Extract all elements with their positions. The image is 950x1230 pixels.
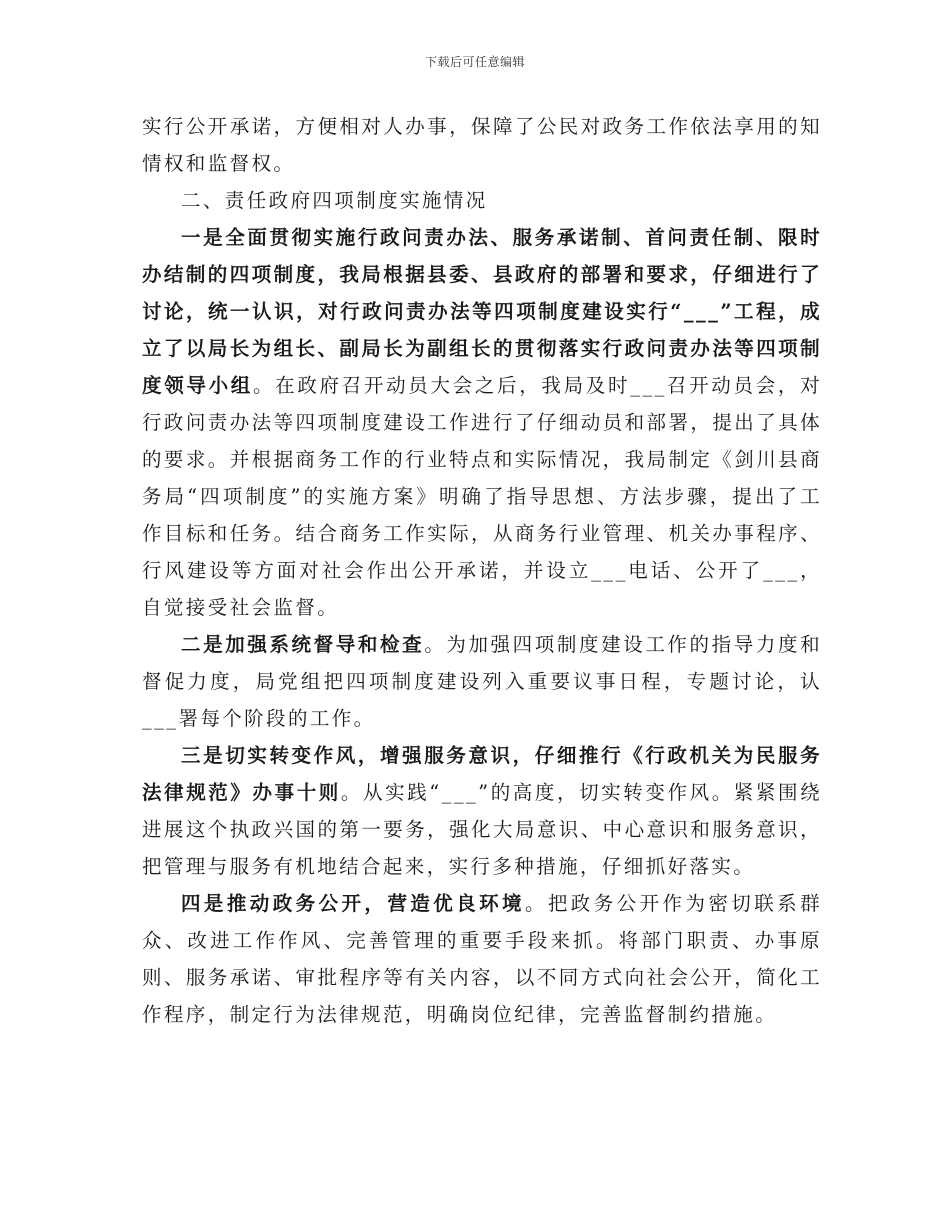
paragraph-text: 实行公开承诺，方便相对人办事，保障了公民对政务工作依法享用的知情权和监督权。: [142, 115, 822, 175]
paragraph-text: 。从实践“___”的高度，切实转变作风。紧紧围绕进展这个执政兴国的第一要务，强化大局意识、中心意识和服务意识，把管理与服务有机地结合起来，实行多种措施，仔细抓好落实。: [142, 781, 822, 878]
paragraph-lead-bold: 二是加强系统督导和检查: [181, 633, 425, 656]
paragraph-item-1: [142, 219, 822, 626]
paragraph-item-4: [142, 885, 822, 1033]
paragraph-lead-bold: 三是切实转变作风，增强服务意识，仔细推行《行政机关为民服务法律规范》办事十则: [142, 744, 822, 804]
paragraph-text: 。为加强四项制度建设工作的指导力度和督促力度，局党组把四项制度建设列入重要议事日程，专题讨论，认___署每个阶段的工作。: [142, 633, 822, 730]
paragraph-text: 。在政府召开动员大会之后，我局及时___召开动员会，对行政问责办法等四项制度建设工作进行了仔细动员和部署，提出了具体的要求。并根据商务工作的行业特点和实际情况，我局制定《剑川县商务局“四项制度”的实施方案》明确了指导思想、方法步骤，提出了工作目标和任务。结合商务工作实际，从商务行业管理、机关办事程序、行风建设等方面对社会作出公开承诺，并设立___电话、公开了___，自觉接受社会监督。: [142, 374, 822, 619]
paragraph-lead-bold: 四是推动政务公开，营造优良环境: [181, 892, 525, 915]
paragraph-continuation: [142, 108, 822, 182]
paragraph-text: 。把政务公开作为密切联系群众、改进工作作风、完善管理的重要手段来抓。将部门职责、办事原则、服务承诺、审批程序等有关内容，以不同方式向社会公开，简化工作程序，制定行为法律规范，明确岗位纪律，完善监督制约措施。: [142, 892, 822, 1026]
document-body: [142, 108, 822, 1033]
page-header-note: 下载后可任意编辑: [424, 55, 525, 69]
section-heading-text: 二、责任政府四项制度实施情况: [181, 189, 488, 212]
paragraph-item-3: [142, 737, 822, 885]
paragraph-lead-bold: 一是全面贯彻实施行政问责办法、服务承诺制、首问责任制、限时办结制的四项制度，我局根据县委、县政府的部署和要求，仔细进行了讨论，统一认识，对行政问责办法等四项制度建设实行“___”工程，成立了以局长为组长、副局长为副组长的贯彻落实行政问责办法等四项制度领导小组: [142, 226, 822, 397]
paragraph-item-2: [142, 626, 822, 737]
section-heading: [142, 182, 822, 219]
